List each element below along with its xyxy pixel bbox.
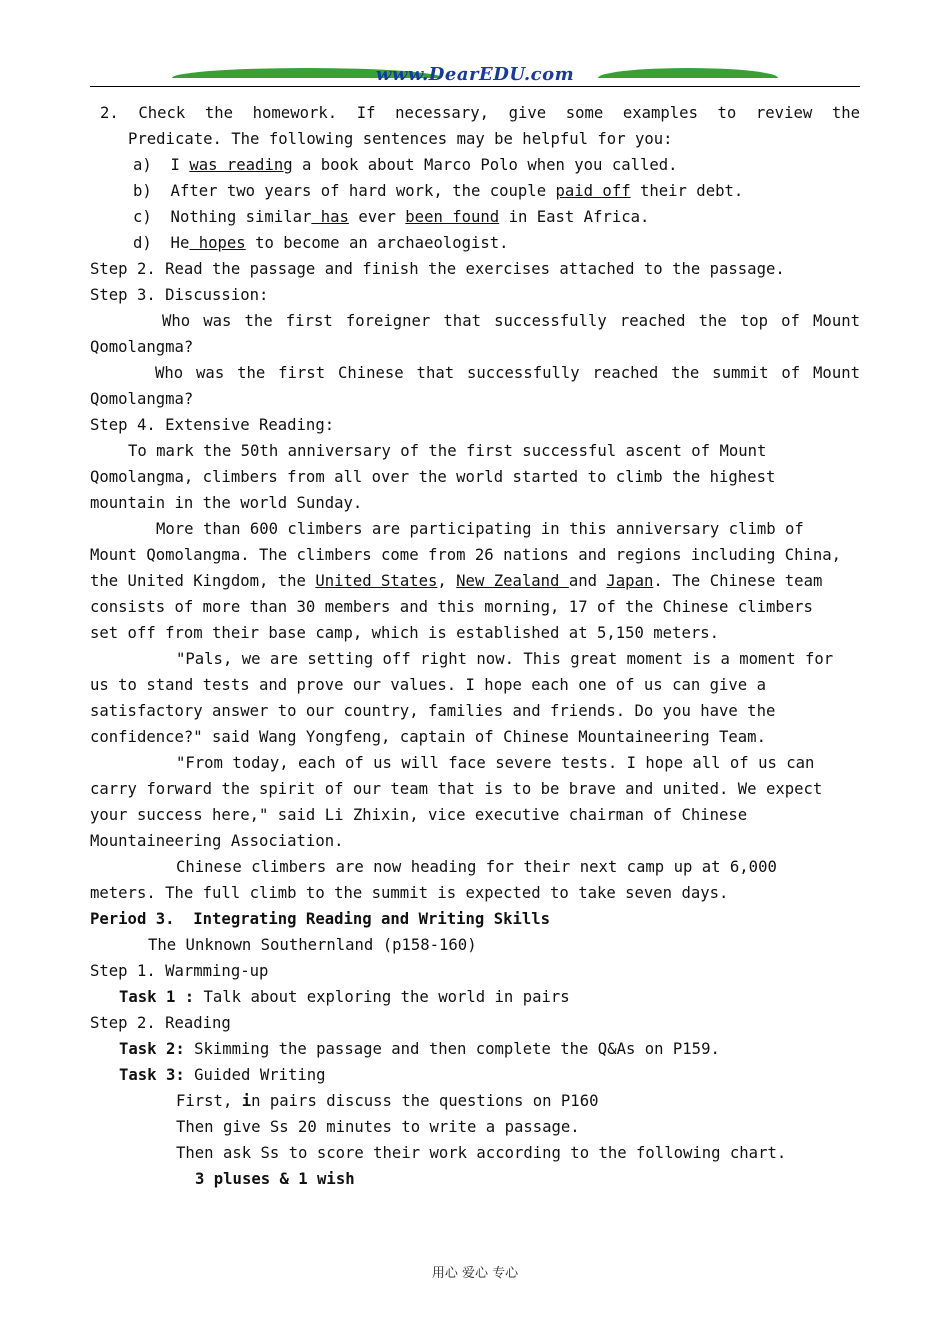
text-run: Then give Ss 20 minutes to write a passage.: [176, 1118, 580, 1136]
text-line: [90, 831, 343, 851]
text-line: [128, 441, 766, 461]
underlined-text: hopes: [189, 234, 246, 252]
text-run: a book about Marco Polo when you called.: [292, 156, 678, 174]
text-line: [90, 675, 766, 695]
text-run: Qomolangma?: [90, 338, 194, 356]
text-line: [90, 493, 362, 513]
text-run: Chinese climbers are now heading for their next camp up at 6,000: [176, 858, 777, 876]
text-line: [133, 155, 678, 175]
text-line: [133, 207, 649, 227]
text-run: To mark the 50th anniversary of the first successful ascent of Mount: [128, 442, 767, 460]
text-line: [156, 519, 804, 539]
text-run: and: [568, 572, 607, 590]
header-rule: [90, 86, 860, 87]
text-line: [90, 259, 785, 279]
underlined-text: was reading: [189, 156, 293, 174]
text-run: their debt.: [630, 182, 744, 200]
text-run: your success here," said Li Zhixin, vice executive chairman of Chinese: [90, 806, 748, 824]
text-run: First,: [176, 1092, 242, 1110]
text-run: Skimming the passage and then complete the Q&As on P159.: [184, 1040, 720, 1058]
text-line: [90, 701, 775, 721]
text-line: [90, 467, 775, 487]
text-run: ever: [348, 208, 406, 226]
text-line: [162, 311, 860, 331]
text-run: a) I: [133, 156, 190, 174]
text-line: [128, 129, 673, 149]
text-line: [90, 597, 813, 617]
text-run: set off from their base camp, which is established at 5,150 meters.: [90, 624, 720, 642]
text-line: [90, 285, 268, 305]
text-run: Then ask Ss to score their work according to the following chart.: [176, 1144, 787, 1162]
text-run: . The Chinese team: [653, 572, 823, 590]
text-run: c) Nothing similar: [133, 208, 312, 226]
text-run: Step 2. Reading: [90, 1014, 231, 1032]
bold-text: Task 1 :: [119, 988, 195, 1006]
text-run: Who was the first Chinese that successfully reached the summit of Mount: [155, 364, 860, 382]
text-line: [90, 909, 550, 929]
text-line: [90, 1013, 231, 1033]
text-line: [119, 1065, 326, 1085]
text-run: Talk about exploring the world in pairs: [194, 988, 570, 1006]
text-line: [176, 753, 814, 773]
text-run: Mountaineering Association.: [90, 832, 344, 850]
bold-text: Period 3. Integrating Reading and Writing Skills: [90, 910, 551, 928]
text-line: [176, 857, 777, 877]
text-line: [148, 935, 477, 955]
text-run: "Pals, we are setting off right now. This great moment is a moment for: [176, 650, 834, 668]
text-run: d) He: [133, 234, 190, 252]
text-run: ,: [437, 572, 457, 590]
text-run: n pairs discuss the questions on P160: [251, 1092, 599, 1110]
underlined-text: Japan: [606, 572, 654, 590]
underlined-text: United States: [315, 572, 438, 590]
text-line: [90, 961, 268, 981]
text-run: to become an archaeologist.: [245, 234, 509, 252]
text-line: [155, 363, 860, 383]
text-run: Qomolangma?: [90, 390, 194, 408]
text-line: [90, 779, 822, 799]
text-line: [90, 545, 841, 565]
bold-text: i: [241, 1092, 252, 1110]
text-line: [90, 623, 719, 643]
text-run: the United Kingdom, the: [90, 572, 316, 590]
text-line: [90, 389, 193, 409]
text-run: b) After two years of hard work, the couple: [133, 182, 556, 200]
text-line: [90, 571, 822, 591]
text-run: Who was the first foreigner that successfully reached the top of Mount: [162, 312, 860, 330]
page-header: [90, 62, 860, 90]
text-run: Step 4. Extensive Reading:: [90, 416, 335, 434]
text-line: [119, 1039, 720, 1059]
text-run: confidence?" said Wang Yongfeng, captain of Chinese Mountaineering Team.: [90, 728, 766, 746]
text-run: us to stand tests and prove our values. I hope each one of us can give a: [90, 676, 766, 694]
text-run: consists of more than 30 members and this morning, 17 of the Chinese climbers: [90, 598, 813, 616]
text-line: [176, 1091, 598, 1111]
text-run: The Unknown Southernland (p158-160): [148, 936, 477, 954]
text-run: meters. The full climb to the summit is expected to take seven days.: [90, 884, 729, 902]
text-run: satisfactory answer to our country, families and friends. Do you have the: [90, 702, 776, 720]
underlined-text: New Zealand: [456, 572, 569, 590]
text-run: Qomolangma, climbers from all over the world started to climb the highest: [90, 468, 776, 486]
text-run: Predicate. The following sentences may be helpful for you:: [128, 130, 673, 148]
text-run: Step 3. Discussion:: [90, 286, 269, 304]
page-footer: 用心 爱心 专心: [431, 1266, 519, 1281]
site-logo-text: www.DearEDU.com: [375, 64, 575, 85]
text-line: [133, 181, 743, 201]
text-line: [133, 233, 509, 253]
underlined-text: paid off: [555, 182, 631, 200]
text-line: [90, 805, 747, 825]
text-run: in East Africa.: [499, 208, 650, 226]
text-line: [176, 1117, 580, 1137]
underlined-text: been found: [405, 208, 500, 226]
bold-text: 3 pluses & 1 wish: [195, 1170, 355, 1188]
text-run: More than 600 climbers are participating in this anniversary climb of: [156, 520, 804, 538]
text-run: Guided Writing: [184, 1066, 326, 1084]
underlined-text: has: [311, 208, 349, 226]
text-line: [90, 883, 728, 903]
text-line: [119, 987, 570, 1007]
text-line: [90, 415, 334, 435]
bold-text: Task 2:: [119, 1040, 185, 1058]
text-line: [90, 337, 193, 357]
text-run: mountain in the world Sunday.: [90, 494, 363, 512]
text-line: [100, 103, 860, 123]
text-run: Step 1. Warmming-up: [90, 962, 269, 980]
text-line: [176, 649, 833, 669]
text-line: [176, 1143, 786, 1163]
text-run: Step 2. Read the passage and finish the exercises attached to the passage.: [90, 260, 785, 278]
bold-text: Task 3:: [119, 1066, 185, 1084]
text-line: [195, 1169, 355, 1189]
text-line: [90, 727, 766, 747]
text-run: "From today, each of us will face severe tests. I hope all of us can: [176, 754, 815, 772]
text-run: Mount Qomolangma. The climbers come from 26 nations and regions including China,: [90, 546, 842, 564]
text-run: carry forward the spirit of our team that is to be brave and united. We expect: [90, 780, 823, 798]
text-run: 2. Check the homework. If necessary, give some examples to review the: [100, 104, 860, 122]
